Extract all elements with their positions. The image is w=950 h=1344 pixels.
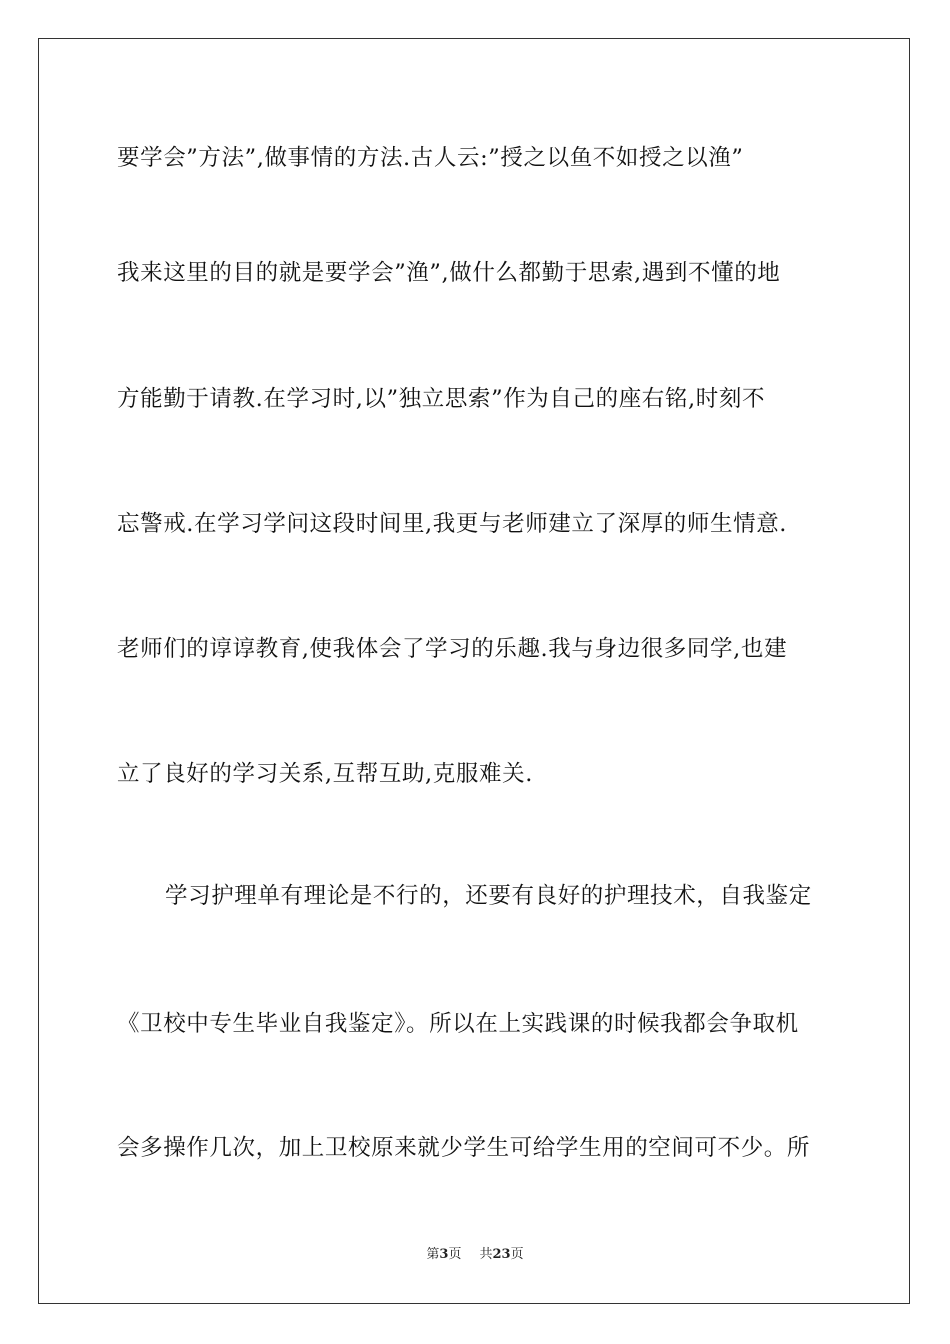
text-line-3: 方能勤于请教.在学习时,以”独立思索”作为自己的座右铭,时刻不 xyxy=(117,386,766,412)
page-border xyxy=(38,38,910,1304)
footer-page-prefix: 第 xyxy=(426,1247,440,1262)
text-line-4: 忘警戒.在学习学问这段时间里,我更与老师建立了深厚的师生情意. xyxy=(117,511,788,537)
footer-page-suffix: 页 xyxy=(448,1247,462,1262)
footer-total-suffix: 页 xyxy=(510,1247,524,1262)
page-footer xyxy=(0,1246,950,1264)
text-line-9: 会多操作几次，加上卫校原来就少学生可给学生用的空间可不少。所 xyxy=(117,1135,811,1161)
text-line-5: 老师们的谆谆教育,使我体会了学习的乐趣.我与身边很多同学,也建 xyxy=(117,636,788,662)
text-line-2: 我来这里的目的就是要学会”渔”,做什么都勤于思索,遇到不懂的地 xyxy=(117,260,781,286)
paragraph-indented-line: 学习护理单有理论是不行的，还要有良好的护理技术，自我鉴定 xyxy=(165,883,812,909)
footer-total-pages: 23 xyxy=(492,1247,511,1262)
footer-total-prefix: 共 xyxy=(479,1247,493,1262)
text-line-6: 立了良好的学习关系,互帮互助,克服难关. xyxy=(117,761,533,787)
text-line-8: 《卫校中专生毕业自我鉴定》。所以在上实践课的时候我都会争取机 xyxy=(117,1011,799,1037)
text-line-1: 要学会”方法”,做事情的方法.古人云:”授之以鱼不如授之以渔” xyxy=(117,145,744,171)
footer-page-number: 3 xyxy=(439,1247,449,1262)
